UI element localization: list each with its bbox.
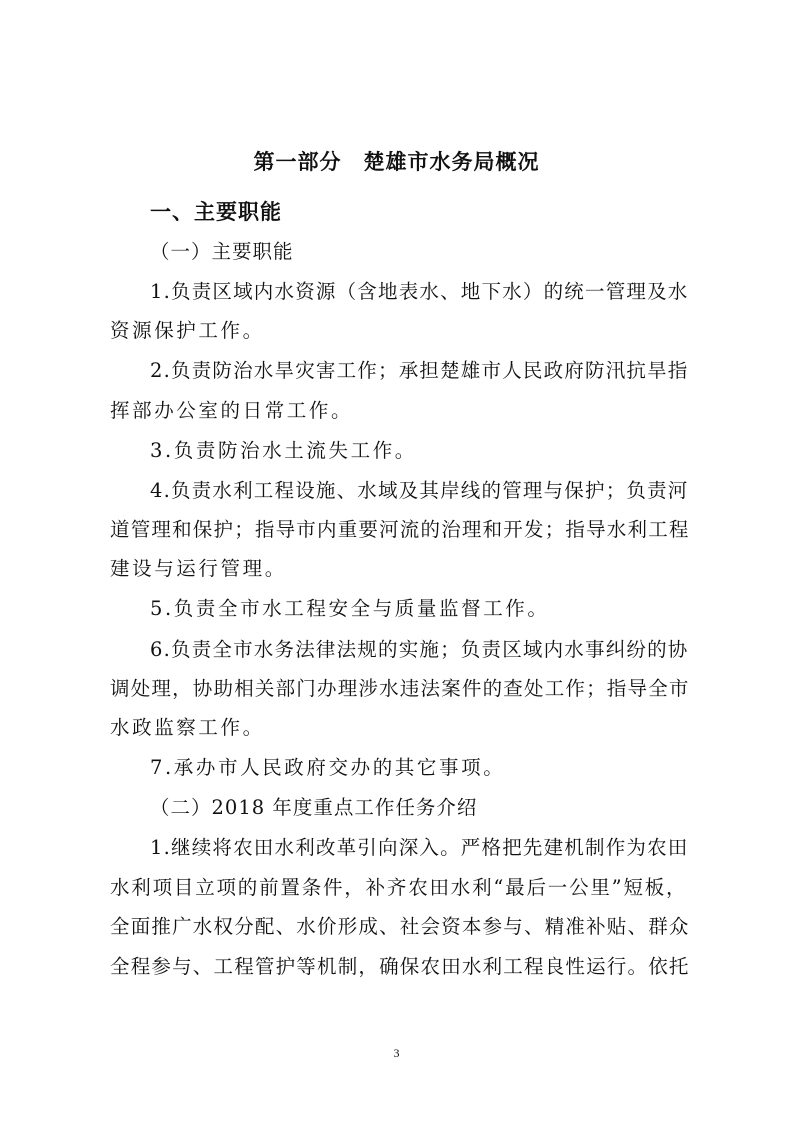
paragraph-line: 7.承办市人民政府交办的其它事项。 xyxy=(150,756,506,779)
subheading: （二）2018 年度重点工作任务介绍 xyxy=(150,796,478,819)
paragraph-line: 全程参与、工程管护等机制，确保农田水利工程良性运行。依托 xyxy=(110,955,690,978)
paragraph-line: 道管理和保护；指导市内重要河流的治理和开发；指导水利工程 xyxy=(110,518,690,541)
paragraph-line: 资源保护工作。 xyxy=(110,319,265,342)
page-title: 第一部分 楚雄市水务局概况 xyxy=(253,149,540,174)
paragraph-line: 1.继续将农田水利改革引向深入。严格把先建机制作为农田 xyxy=(150,836,689,859)
paragraph-line: 水政监察工作。 xyxy=(110,716,265,739)
paragraph-line: 建设与运行管理。 xyxy=(110,557,287,580)
paragraph-line: 挥部办公室的日常工作。 xyxy=(110,399,354,422)
page-number: 3 xyxy=(393,1046,400,1060)
paragraph-line: 水利项目立项的前置条件，补齐农田水利“最后一公里”短板， xyxy=(110,876,688,899)
paragraph-line: 5.负责全市水工程安全与质量监督工作。 xyxy=(150,597,550,620)
paragraph-line: 1.负责区域内水资源（含地表水、地下水）的统一管理及水 xyxy=(150,280,689,303)
paragraph-line: 全面推广水权分配、水价形成、社会资本参与、精准补贴、群众 xyxy=(110,915,690,938)
paragraph-line: 2.负责防治水旱灾害工作；承担楚雄市人民政府防汛抗旱指 xyxy=(150,359,689,382)
paragraph-line: 3.负责防治水土流失工作。 xyxy=(150,439,417,462)
paragraph-line: 4.负责水利工程设施、水域及其岸线的管理与保护；负责河 xyxy=(150,479,689,502)
paragraph-line: 调处理，协助相关部门办理涉水违法案件的查处工作；指导全市 xyxy=(110,677,690,700)
section-heading: 一、主要职能 xyxy=(150,199,282,224)
subheading: （一）主要职能 xyxy=(150,240,294,263)
paragraph-line: 6.负责全市水务法律法规的实施；负责区域内水事纠纷的协 xyxy=(150,638,689,661)
